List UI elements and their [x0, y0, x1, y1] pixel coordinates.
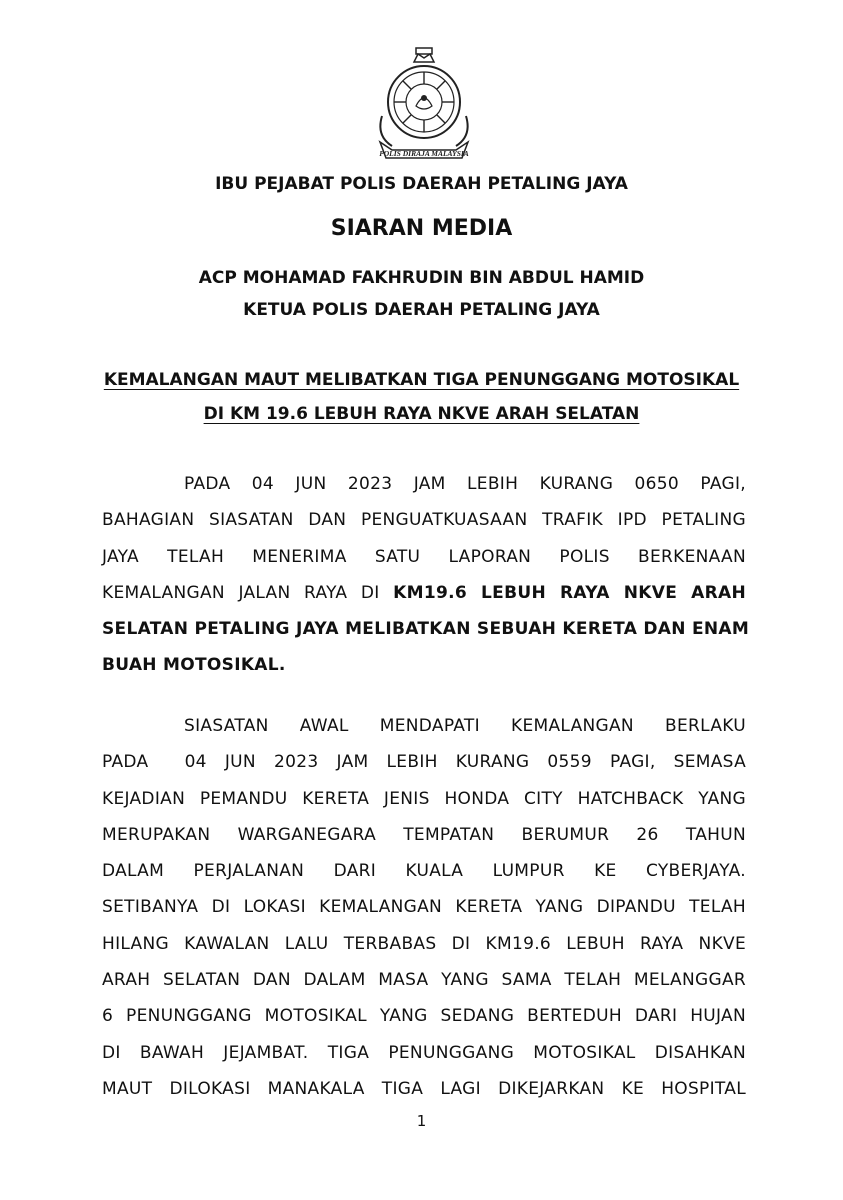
paragraph-line: JAYA TELAH MENERIMA SATU LAPORAN POLIS BERKENAAN: [102, 546, 746, 567]
paragraph-line: DALAM PERJALANAN DARI KUALA LUMPUR KE CYBERJAYA.: [102, 861, 746, 882]
paragraph-line: BUAH MOTOSIKAL.: [102, 655, 286, 676]
officer-name: ACP MOHAMAD FAKHRUDIN BIN ABDUL HAMID: [198, 268, 645, 288]
logo-ribbon-text: POLIS DIRAJA MALAYSIA: [379, 149, 469, 158]
paragraph-line: PADA 04 JUN 2023 JAM LEBIH KURANG 0650 PAGI,: [184, 474, 746, 494]
location-bold: KM19.6 LEBUH RAYA NKVE ARAH: [393, 582, 746, 603]
officer-position: KETUA POLIS DAERAH PETALING JAYA: [243, 300, 600, 320]
paragraph-line: 6 PENUNGGANG MOTOSIKAL YANG SEDANG BERTEDUH DARI HUJAN: [102, 1006, 746, 1027]
paragraph-line: MERUPAKAN WARGANEGARA TEMPATAN BERUMUR 26 TAHUN: [102, 824, 746, 845]
page-number: 1: [416, 1112, 427, 1130]
paragraph-line: [102, 575, 746, 611]
paragraph-line: ARAH SELATAN DAN DALAM MASA YANG SAMA TELAH MELANGGAR: [102, 970, 746, 991]
paragraph-line: SELATAN PETALING JAYA MELIBATKAN SEBUAH KERETA DAN ENAM: [102, 619, 750, 640]
headline-line-1: KEMALANGAN MAUT MELIBATKAN TIGA PENUNGGANG MOTOSIKAL: [103, 370, 740, 390]
paragraph-line: SETIBANYA DI LOKASI KEMALANGAN KERETA YANG DIPANDU TELAH: [102, 897, 746, 918]
release-type: SIARAN MEDIA: [330, 216, 513, 241]
police-crest-logo: [372, 46, 476, 162]
paragraph-2: [102, 708, 746, 1107]
office-name: IBU PEJABAT POLIS DAERAH PETALING JAYA: [215, 174, 628, 194]
paragraph-1: [102, 466, 750, 684]
paragraph-line: DI BAWAH JEJAMBAT. TIGA PENUNGGANG MOTOSIKAL DISAHKAN: [102, 1042, 746, 1063]
paragraph-text: KEMALANGAN JALAN RAYA DI: [102, 582, 380, 603]
paragraph-line: KEJADIAN PEMANDU KERETA JENIS HONDA CITY HATCHBACK YANG: [102, 788, 746, 809]
paragraph-line: HILANG KAWALAN LALU TERBABAS DI KM19.6 LEBUH RAYA NKVE: [102, 933, 746, 954]
paragraph-line: PADA 04 JUN 2023 JAM LEBIH KURANG 0559 PAGI, SEMASA: [102, 752, 746, 773]
paragraph-line: MAUT DILOKASI MANAKALA TIGA LAGI DIKEJARKAN KE HOSPITAL: [102, 1078, 746, 1099]
paragraph-line: BAHAGIAN SIASATAN DAN PENGUATKUASAAN TRAFIK IPD PETALING: [102, 510, 746, 531]
paragraph-line: SIASATAN AWAL MENDAPATI KEMALANGAN BERLAKU: [184, 716, 746, 736]
headline-line-2: DI KM 19.6 LEBUH RAYA NKVE ARAH SELATAN: [203, 404, 640, 424]
